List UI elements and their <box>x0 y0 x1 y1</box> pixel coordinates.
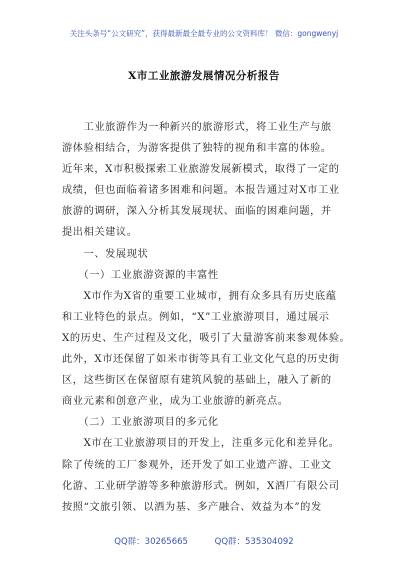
document-title: X市工业旅游发展情况分析报告 <box>128 70 280 82</box>
body-line: 此外，X市还保留了如米市街等具有工业文化气息的历史街 <box>62 354 340 366</box>
body-line: 近年来，X市积极探索工业旅游发展新模式，取得了一定的 <box>62 164 340 176</box>
section-heading: 一、发展现状 <box>62 248 149 260</box>
body-line: X的历史、生产过程及文化，吸引了大量游客前来参观体验。 <box>62 332 351 344</box>
body-line: 区，这些街区在保留原有建筑风貌的基础上，融入了新的 <box>62 375 332 387</box>
body-line: 提出相关建议。 <box>62 227 138 239</box>
subsection-heading: （一）工业旅游资源的丰富性 <box>62 269 219 281</box>
promo-header: 关注头条号“公文研究”，获得最新最全最专业的公文资料库！ 微信：gongwenyj <box>69 29 339 38</box>
qq-group-2: QQ群：535304092 <box>214 537 294 547</box>
body-line: 和工业特色的景点。例如，“X”工业旅游项目，通过展示 <box>62 311 330 323</box>
body-line: X市作为X省的重要工业城市，拥有众多具有历史底蕴 <box>62 290 337 302</box>
body-line: 商业元素和创意产业，成为工业旅游的新亮点。 <box>62 396 289 408</box>
body-line: 成绩，但也面临着诸多困难和问题。本报告通过对X市工业 <box>62 185 340 197</box>
body-line: 工业旅游作为一种新兴的旅游形式，将工业生产与旅 <box>62 122 332 133</box>
body-line: 旅游的调研，深入分析其发展现状、面临的困难问题，并 <box>62 206 332 218</box>
body-line: 游体验相结合，为游客提供了独特的视角和丰富的体验。 <box>62 143 332 155</box>
body-line: 除了传统的工厂参观外，还开发了如工业遗产游、工业文 <box>62 459 332 471</box>
qq-group-1: QQ群：30265665 <box>114 537 188 547</box>
document-body <box>62 117 350 518</box>
body-line: 化游、工业研学游等多种旅游形式。例如，X酒厂有限公司 <box>62 480 340 492</box>
body-line: X市在工业旅游项目的开发上，注重多元化和差异化。 <box>62 438 340 450</box>
qq-footer <box>0 535 408 547</box>
body-line: 按照“文旅引领、以酒为基、多产融合、效益为本”的发 <box>62 501 322 513</box>
subsection-heading: （二）工业旅游项目的多元化 <box>62 417 219 429</box>
